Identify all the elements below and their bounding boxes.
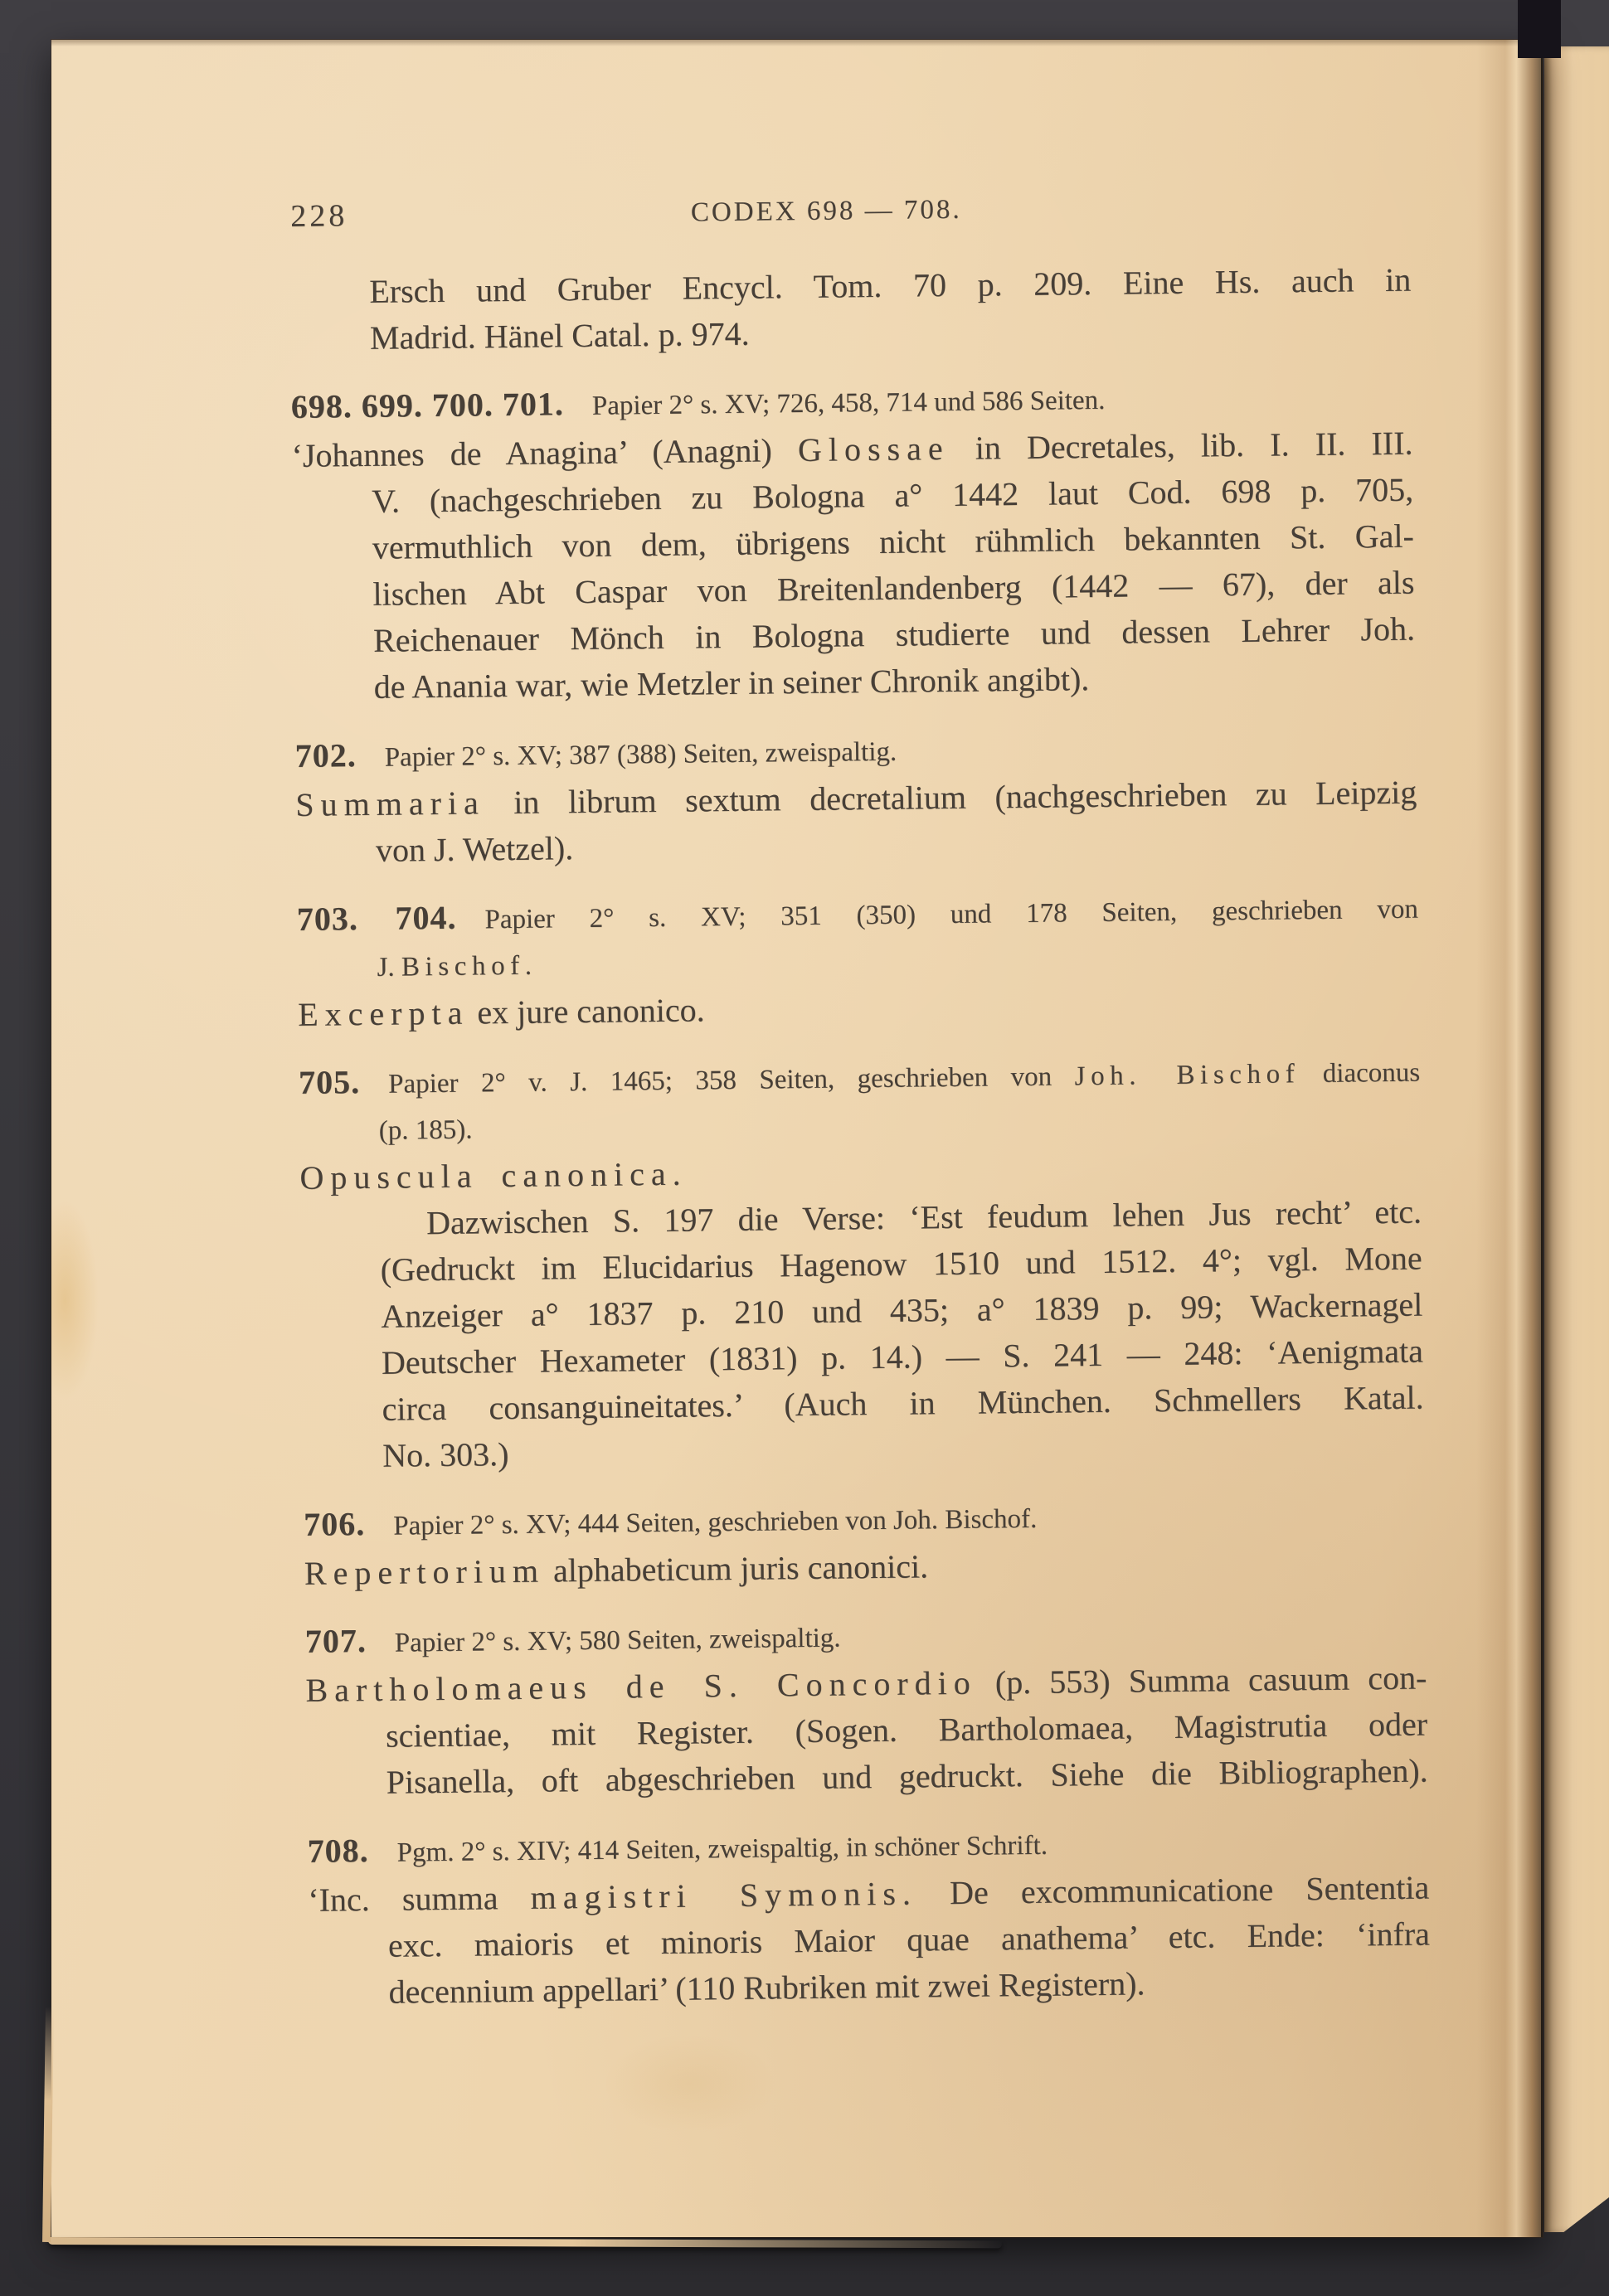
page-gutter-shadow — [1518, 0, 1561, 58]
entry-702 — [294, 721, 1417, 875]
entry-698-701 — [291, 371, 1416, 711]
entry-line: exc. maioris et minoris Maior quae anathema’ etc. Ende: ‘infra — [387, 1915, 1431, 1964]
entry-format-note: Papier 2° s. XV; 444 Seiten, geschrieben von Joh. Bischof. — [393, 1503, 1038, 1541]
intro-line: Ersch und Gruber Encycl. Tom. 70 p. 209. Eine Hs. auch in — [369, 260, 1412, 310]
entry-text-spaced: Joh. Bischof — [1074, 1059, 1300, 1092]
entry-text: J. — [377, 952, 402, 983]
entry-number: 698. 699. 700. 701. — [290, 385, 565, 425]
paper-stain — [582, 2022, 798, 2146]
next-page-edge — [1544, 46, 1609, 2232]
entry-number: 705. — [298, 1063, 361, 1101]
entry-text-spaced: magistri Symonis. — [530, 1874, 918, 1916]
entry-line: de Anania war, wie Metzler in seiner Chronik angibt). — [373, 660, 1090, 706]
entry-text-spaced: Summaria — [295, 784, 486, 823]
entry-number: 707. — [304, 1622, 367, 1660]
entry-705 — [299, 1047, 1425, 1480]
entry-706 — [304, 1489, 1426, 1597]
entry-text: De excommunicatione Sententia — [916, 1868, 1430, 1912]
book-page — [51, 40, 1543, 2237]
printed-text-block — [289, 182, 1431, 2017]
entry-text: alphabeticum juris canonici. — [544, 1547, 929, 1590]
entry-text: (p. 553) Summa casuum con- — [976, 1658, 1427, 1701]
entry-line: circa consanguineitates.’ (Auch in München. Schmellers Katal. — [382, 1378, 1424, 1428]
entry-text-spaced: Bartholomaeus de S. Concordio — [305, 1663, 978, 1709]
entry-number: 706. — [303, 1505, 366, 1543]
entry-text: ex jure canonico. — [469, 991, 705, 1032]
entry-line: Pisanella, oft abgeschrieben und gedruckt. Siehe die Bibliographen). — [386, 1751, 1428, 1801]
entry-format-note: Papier 2° s. XV; 387 (388) Seiten, zweispaltig. — [384, 736, 897, 773]
entry-format-note-continued: (p. 185). — [378, 1114, 473, 1146]
page-number: 228 — [290, 198, 348, 234]
entry-line: Dazwischen S. 197 die Verse: ‘Est feudum lehen Jus recht’ etc. — [425, 1192, 1422, 1242]
entry-number: 708. — [307, 1832, 369, 1870]
entry-text: diaconus — [1300, 1057, 1421, 1090]
entry-text: ‘Inc. summa — [308, 1878, 531, 1919]
entry-708 — [307, 1816, 1430, 2017]
intro-line: Madrid. Hänel Catal. p. 974. — [369, 314, 750, 357]
entry-703-704 — [297, 884, 1420, 1038]
entry-line: Deutscher Hexameter (1831) p. 14.) — S. 241 — 248: ‘Aenigmata — [381, 1332, 1424, 1381]
entry-707 — [304, 1606, 1427, 1807]
entry-text: ‘Johannes de Anagina’ (Anagni) — [291, 431, 799, 474]
entry-text: in Decretales, lib. I. II. III. — [949, 424, 1413, 467]
entry-text: Papier 2° v. J. 1465; 358 Seiten, geschrieben von — [387, 1061, 1075, 1099]
page-stack-edge — [48, 2237, 1002, 2248]
entry-line: (Gedruckt im Elucidarius Hagenow 1510 und 1512. 4°; vgl. Mone — [380, 1239, 1422, 1289]
entry-line: scientiae, mit Register. (Sogen. Bartholomaea, Magistrutia oder — [385, 1705, 1428, 1755]
entry-text-spaced: Glossae — [797, 429, 950, 469]
entry-text-spaced: Opuscula canonica. — [299, 1154, 688, 1197]
entry-format-note: Papier 2° s. XV; 726, 458, 714 und 586 Seiten. — [591, 385, 1106, 421]
entry-line: Anzeiger a° 1837 p. 210 und 435; a° 1839 p. 99; Wackernagel — [381, 1285, 1423, 1335]
paper-stain — [51, 1167, 126, 1433]
entry-line: von J. Wetzel). — [375, 829, 574, 869]
intro-paragraph — [289, 257, 1412, 362]
entry-line: decennium appellari’ (110 Rubriken mit zwei Registern). — [388, 1964, 1145, 2011]
entry-format-note: Papier 2° s. XV; 351 (350) und 178 Seiten, geschrieben von — [484, 894, 1419, 935]
entry-text: in librum sextum decretalium (nachgeschrieben zu Leipzig — [484, 773, 1417, 822]
entry-line: No. 303.) — [382, 1435, 509, 1474]
entry-text-spaced: Repertorium — [304, 1551, 546, 1592]
entry-number: 703. 704. — [296, 898, 457, 938]
entry-format-note — [388, 1058, 1420, 1099]
entry-format-note: Pgm. 2° s. XIV; 414 Seiten, zweispaltig, in schöner Schrift. — [396, 1830, 1048, 1868]
entry-line: vermuthlich von dem, übrigens nicht rühmlich bekannten St. Gal- — [372, 517, 1415, 566]
entry-line: V. (nachgeschrieben zu Bologna a° 1442 laut Cod. 698 p. 705, — [371, 470, 1414, 520]
entry-number: 702. — [294, 736, 357, 774]
running-header: CODEX 698 — 708. — [690, 194, 962, 228]
entry-text-spaced: Bischof. — [401, 950, 537, 983]
page-header — [289, 182, 1411, 241]
entry-format-note: Papier 2° s. XV; 580 Seiten, zweispaltig. — [394, 1623, 841, 1658]
entry-line: Reichenauer Mönch in Bologna studierte und dessen Lehrer Joh. — [372, 609, 1416, 659]
entry-line: lischen Abt Caspar von Breitenlandenberg (1442 — 67), der als — [372, 563, 1415, 613]
entry-text-spaced: Excerpta — [297, 993, 469, 1033]
